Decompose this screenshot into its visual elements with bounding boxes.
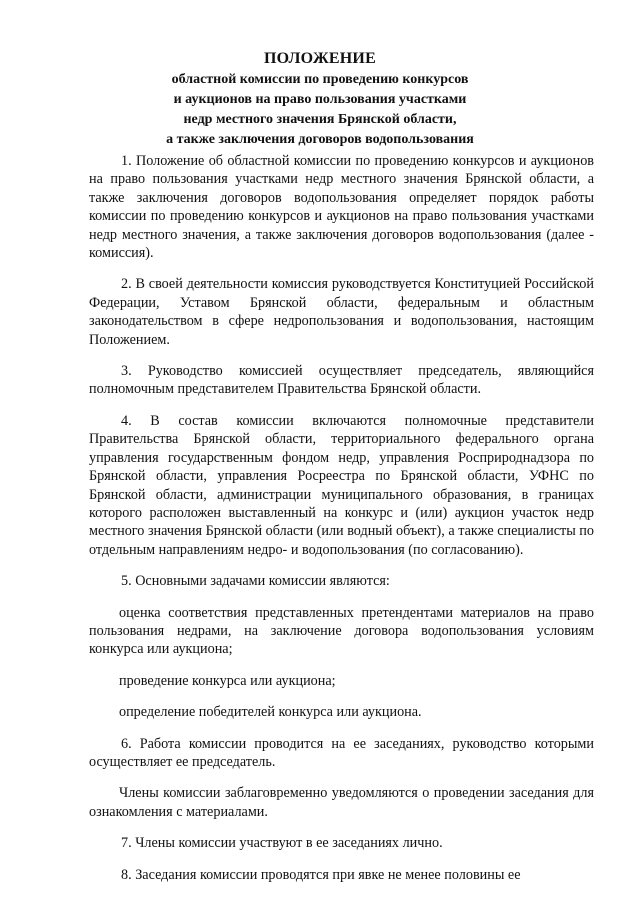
paragraph-3: 3. Руководство комиссией осуществляет председатель, являющийся полномочным представителем Правительства Брянской области.	[89, 363, 594, 398]
paragraph-2: 2. В своей деятельности комиссия руководствуется Конституцией Российской Федерации, Уставом Брянской области, федеральным и областным законодательством в сфере недропользования и водопользования, настоящим Положением.	[89, 276, 594, 348]
subtitle-line-4: а также заключения договоров водопользования	[166, 132, 474, 147]
document-body	[89, 152, 594, 884]
subtitle-line-2: и аукционов на право пользования участками	[173, 92, 467, 107]
document-header	[0, 48, 640, 150]
paragraph-8: 8. Заседания комиссии проводятся при явке не менее половины ее	[121, 866, 521, 883]
paragraph-6: 6. Работа комиссии проводится на ее заседаниях, руководство которыми осуществляет ее председатель.	[89, 735, 594, 770]
paragraph-1: 1. Положение об областной комиссии по проведению конкурсов и аукционов на право пользования участками недр местного значения Брянской области, а также заключения договоров водопользования определяет порядок работы комиссии по проведению конкурсов и аукционов на право пользования участками недр местного значения, а также заключения договоров водопользования (далее - комиссия).	[89, 153, 594, 262]
document-title: ПОЛОЖЕНИЕ	[264, 50, 376, 67]
task-item-winners: определение победителей конкурса или аукциона.	[119, 704, 422, 721]
paragraph-4: 4. В состав комиссии включаются полномочные представители Правительства Брянской области, территориального федерального органа управления государственным фондом недр, управления Росприроднадзора по Брянской области, управления Росреестра по Брянской области, УФНС по Брянской области, администрации муниципального образования, в границах которого расположен выставленный на конкурс и (или) аукцион участок недр местного значения Брянской области (или водный объект), а также специалисты по отдельным направлениям недро- и водопользования (по согласованию).	[89, 412, 594, 558]
paragraph-7: 7. Члены комиссии участвуют в ее заседаниях лично.	[121, 835, 443, 852]
paragraph-6-members: Члены комиссии заблаговременно уведомляются о проведении заседания для ознакомления с материалами.	[89, 785, 594, 820]
subtitle-line-3: недр местного значения Брянской области,	[183, 112, 457, 127]
task-item-evaluation: оценка соответствия представленных претендентами материалов на право пользования недрами, на заключение договора водопользования условиям конкурса или аукциона;	[89, 604, 594, 658]
task-item-conduct: проведение конкурса или аукциона;	[119, 672, 336, 689]
paragraph-5: 5. Основными задачами комиссии являются:	[121, 573, 390, 590]
subtitle-line-1: областной комиссии по проведению конкурсов	[171, 72, 469, 87]
